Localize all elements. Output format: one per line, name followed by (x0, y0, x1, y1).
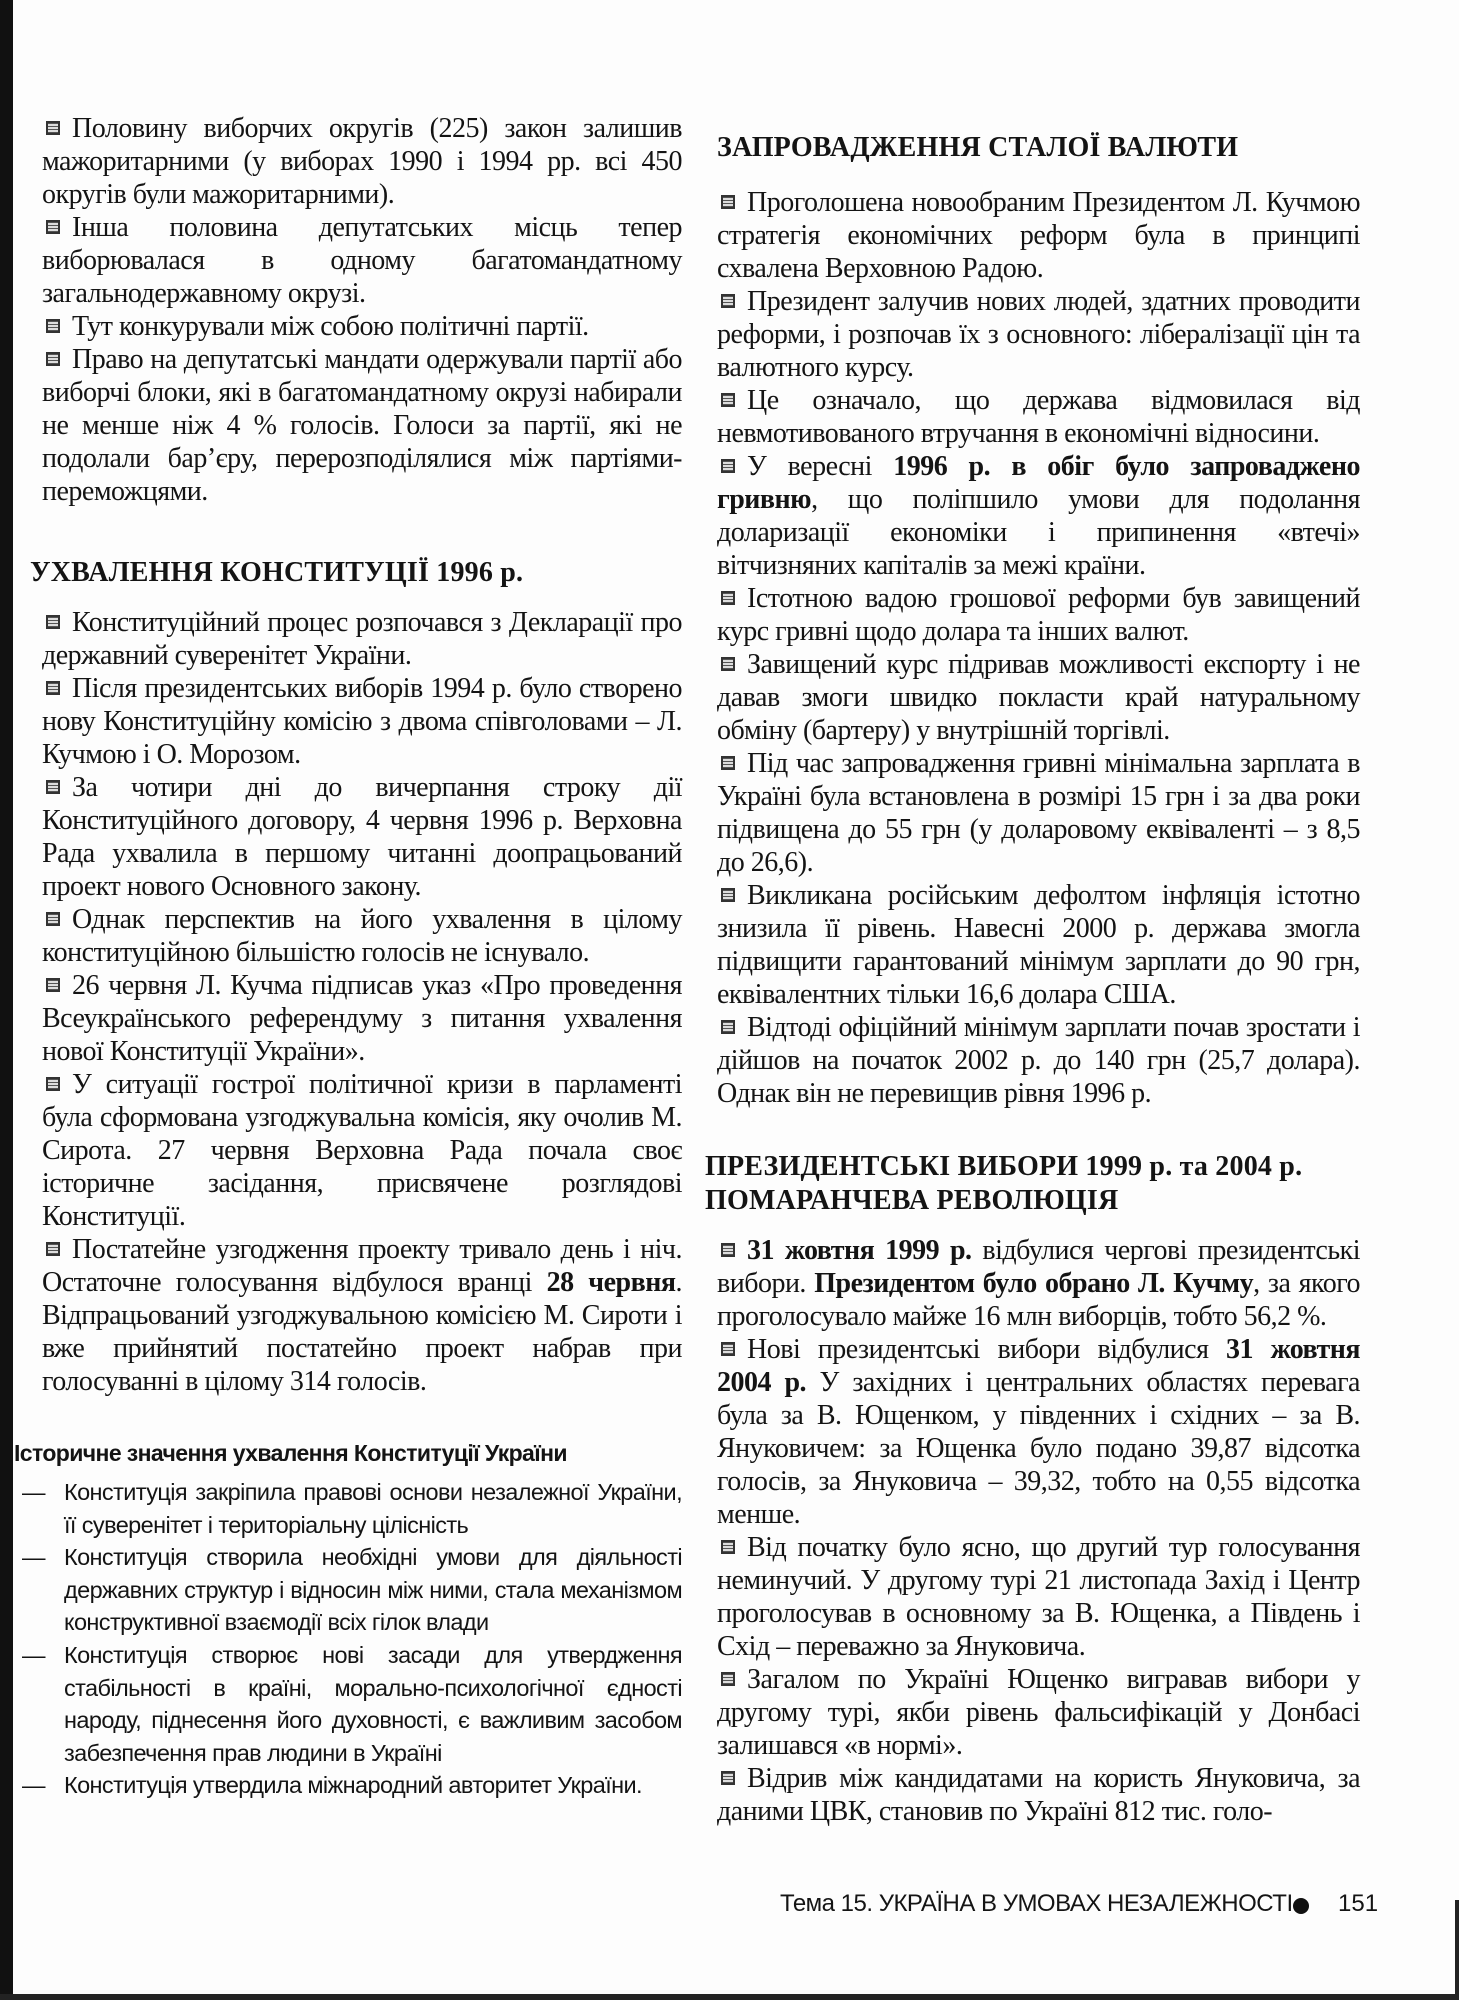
bullet-paragraph (42, 606, 682, 672)
bullet-paragraph (42, 1068, 682, 1233)
paragraph-text: Проголошена новообраним Президентом Л. Кучмою стратегія економічних реформ була в принципі схвалена Верховною Радою. (717, 187, 1360, 284)
bullet-paragraph (717, 1531, 1360, 1663)
list-bullet-icon (721, 1020, 735, 1034)
paragraph-text: Відтоді офіційний мінімум зарплати почав зростати і дійшов на початок 2002 р. до 140 грн (25,7 долара). Однак він не перевищив рівня 1996 р. (717, 1012, 1360, 1109)
running-footer-topic: Тема 15. УКРАЇНА В УМОВАХ НЕЗАЛЕЖНОСТІ (780, 1890, 1293, 1917)
paragraph-text: . Відпрацьований узгоджувальною комісією М. Сироти і вже прийнятий постатейно проект набрав при голосуванні в цілому 314 голосів. (42, 1267, 682, 1397)
paragraph-text: Право на депутатські мандати одержували партії або виборчі блоки, які в багатомандатному окрузі набирали не менше ніж 4 % голосів. Голоси за партії, які не подолали бар’єру, перерозподілялися між партіями-переможцями. (42, 344, 682, 507)
dash-marker: — (22, 1544, 45, 1571)
list-bullet-icon (46, 780, 60, 794)
scan-edge-left (0, 0, 13, 2000)
list-bullet-icon (721, 1342, 735, 1356)
constitution-heading: УХВАЛЕННЯ КОНСТИТУЦІЇ 1996 р. (30, 557, 524, 588)
bullet-paragraph (717, 1011, 1360, 1110)
bold-text: 31 жовтня 1999 р. (747, 1235, 972, 1266)
paragraph-text: Нові президентські вибори відбулися (747, 1334, 1227, 1365)
bullet-paragraph (717, 1663, 1360, 1762)
bullet-paragraph (42, 112, 682, 211)
paragraph-text: Однак перспектив на його ухвалення в цілому конституційною більшістю голосів не існувало. (42, 904, 682, 968)
elections-bullets (717, 1234, 1360, 1828)
significance-heading: Історичне значення ухвалення Конституції України (14, 1440, 567, 1466)
paragraph-text: У вересні (747, 451, 894, 482)
election-law-bullets (42, 112, 682, 508)
list-bullet-icon (721, 756, 735, 770)
paragraph-text: За чотири дні до вичерпання строку дії Конституційного договору, 4 червня 1996 р. Верховна Рада ухвалила в першому читанні доопрацьований проект нового Основного закону. (42, 772, 682, 902)
bullet-paragraph (717, 1234, 1360, 1333)
bullet-paragraph (42, 211, 682, 310)
dash-marker: — (22, 1641, 45, 1668)
currency-bullets (717, 186, 1360, 1110)
currency-heading: ЗАПРОВАДЖЕННЯ СТАЛОЇ ВАЛЮТИ (717, 132, 1239, 163)
list-bullet-icon (721, 1771, 735, 1785)
significance-item (22, 1476, 682, 1541)
bullet-paragraph (717, 285, 1360, 384)
bullet-paragraph (717, 1333, 1360, 1531)
elections-heading-line2: ПОМАРАНЧЕВА РЕВОЛЮЦІЯ (705, 1185, 1119, 1216)
bold-text: Президентом було обрано Л. Кучму (814, 1268, 1254, 1299)
paragraph-text: Це означало, що держава відмовилася від невмотивованого втручання в економічні відносини. (717, 385, 1360, 449)
constitution-bullets (42, 606, 682, 1398)
elections-heading (705, 1150, 1360, 1218)
bullet-paragraph (717, 879, 1360, 1011)
list-bullet-icon (721, 1243, 735, 1257)
list-bullet-icon (46, 615, 60, 629)
paragraph-text: Завищений курс підривав можливості експорту і не давав змоги швидко покласти край натуральному обміну (бартеру) у внутрішній торгівлі. (717, 649, 1360, 746)
paragraph-text: Конституційний процес розпочався з Декларації про державний суверенітет України. (42, 607, 682, 671)
paragraph-text: Загалом по Україні Ющенко вигравав вибори у другому турі, якби рівень фальсифікацій у Донбасі залишався «в нормі». (717, 1664, 1360, 1761)
footer-bullet-dot (1293, 1898, 1309, 1914)
bullet-paragraph (42, 903, 682, 969)
bullet-paragraph (42, 969, 682, 1068)
significance-item-text: Конституція створила необхідні умови для діяльності державних структур і відносин між ними, стала механізмом конструктивної взаємодії всіх гілок влади (64, 1544, 682, 1636)
scan-edge-bottom (0, 1994, 1459, 2000)
paragraph-text: Постатейне узгодження проекту тривало день і ніч. Остаточне голосування відбулося вранці (42, 1234, 682, 1298)
significance-list (22, 1476, 682, 1802)
paragraph-text: Під час запровадження гривні мінімальна зарплата в Україні була встановлена в розмірі 15 грн і за два роки підвищена до 55 грн (у доларовому еквіваленті – з 8,5 до 26,6). (717, 748, 1360, 878)
significance-item (22, 1769, 682, 1802)
list-bullet-icon (721, 1540, 735, 1554)
bullet-paragraph (42, 1233, 682, 1398)
paragraph-text: , за якого проголосувало майже 16 млн виборців, тобто 56,2 %. (717, 1268, 1361, 1332)
list-bullet-icon (721, 195, 735, 209)
dash-marker: — (22, 1479, 45, 1505)
bullet-paragraph (42, 343, 682, 508)
paragraph-text: Відрив між кандидатами на користь Януковича, за даними ЦВК, становив по Україні 812 тис. голо- (717, 1763, 1360, 1827)
list-bullet-icon (721, 657, 735, 671)
significance-item (22, 1639, 682, 1769)
paragraph-text: Істотною вадою грошової реформи був завищений курс гривні щодо долара та інших валют. (717, 583, 1360, 647)
list-bullet-icon (46, 1077, 60, 1091)
bullet-paragraph (717, 648, 1360, 747)
paragraph-text: У ситуації гострої політичної кризи в парламенті була сформована узгоджувальна комісія, яку очолив М. Сирота. 27 червня Верховна Рада почала своє історичне засідання, присвячене розглядові Конституції. (42, 1069, 682, 1232)
page-number: 151 (1338, 1890, 1379, 1917)
paragraph-text: 26 червня Л. Кучма підписав указ «Про проведення Всеукраїнського референдуму з питання ухвалення нової Конституції України». (42, 970, 682, 1067)
bold-text: 1996 р. в обіг було запроваджено гривню (717, 451, 1360, 515)
list-bullet-icon (46, 220, 60, 234)
paragraph-text: Тут конкурували між собою політичні партії. (72, 311, 589, 342)
bold-text: 31 жовтня 2004 р. (717, 1334, 1360, 1398)
bullet-paragraph (717, 1762, 1360, 1828)
paragraph-text: Інша половина депутатських місць тепер виборювалася в одному багатомандатному загальнодержавному окрузі. (42, 212, 682, 309)
list-bullet-icon (721, 1672, 735, 1686)
paragraph-text: Від початку було ясно, що другий тур голосування неминучий. У другому турі 21 листопада Захід і Центр проголосував в основному за В. Ющенка, а Південь і Схід – переважно за Януковича. (717, 1532, 1360, 1662)
bullet-paragraph (717, 747, 1360, 879)
paragraph-text: Після президентських виборів 1994 р. було створено нову Конституційну комісію з двома співголовами – Л. Кучмою і О. Морозом. (42, 673, 682, 770)
bullet-paragraph (42, 771, 682, 903)
paragraph-text: Президент залучив нових людей, здатних проводити реформи, і розпочав їх з основного: лібералізації цін та валютного курсу. (717, 286, 1360, 383)
dash-marker: — (22, 1772, 45, 1799)
bullet-paragraph (717, 186, 1360, 285)
list-bullet-icon (46, 352, 60, 366)
list-bullet-icon (46, 978, 60, 992)
left-column (14, 112, 684, 1802)
list-bullet-icon (721, 591, 735, 605)
right-column (705, 131, 1360, 1828)
list-bullet-icon (721, 888, 735, 902)
list-bullet-icon (721, 294, 735, 308)
list-bullet-icon (46, 319, 60, 333)
list-bullet-icon (721, 393, 735, 407)
significance-item-text: Конституція закріпила правові основи незалежної України, її суверенітет і територіальну цілісність (64, 1479, 682, 1538)
significance-item-text: Конституція утвердила міжнародний авторитет України. (64, 1772, 642, 1799)
bullet-paragraph (717, 384, 1360, 450)
paragraph-text: відбулися чергові президентські вибори. (717, 1235, 1360, 1299)
bold-text: 28 червня (546, 1267, 676, 1298)
significance-item (22, 1541, 682, 1639)
elections-heading-line1: ПРЕЗИДЕНТСЬКІ ВИБОРИ 1999 р. та 2004 р. (705, 1151, 1303, 1182)
bullet-paragraph (717, 450, 1360, 582)
scan-edge-right (1455, 1900, 1459, 1994)
list-bullet-icon (721, 459, 735, 473)
paragraph-text: , що поліпшило умови для подолання доларизації економіки і припинення «втечі» вітчизняних капіталів за межі країни. (717, 484, 1360, 581)
paragraph-text: Викликана російським дефолтом інфляція істотно знизила її рівень. Навесні 2000 р. держава змогла підвищити гарантований мінімум зарплати до 90 грн, еквівалентних тільки 16,6 долара США. (717, 880, 1360, 1010)
list-bullet-icon (46, 912, 60, 926)
list-bullet-icon (46, 681, 60, 695)
bullet-paragraph (42, 672, 682, 771)
paragraph-text: Половину виборчих округів (225) закон залишив мажоритарними (у виборах 1990 і 1994 рр. всі 450 округів були мажоритарними). (42, 113, 682, 210)
list-bullet-icon (46, 121, 60, 135)
list-bullet-icon (46, 1242, 60, 1256)
paragraph-text: У західних і центральних областях перевага була за В. Ющенком, у південних і східних – за В. Януковичем: за Ющенка було подано 39,87 відсотка голосів, за Януковича – 39,32, тобто на 0,55 відсотка менше. (717, 1367, 1360, 1530)
significance-item-text: Конституція створює нові засади для утвердження стабільності в країні, морально-психологічної єдності народу, піднесення його духовності, є важливим засобом забезпечення прав людини в Україні (64, 1641, 682, 1766)
bullet-paragraph (42, 310, 682, 343)
bullet-paragraph (717, 582, 1360, 648)
